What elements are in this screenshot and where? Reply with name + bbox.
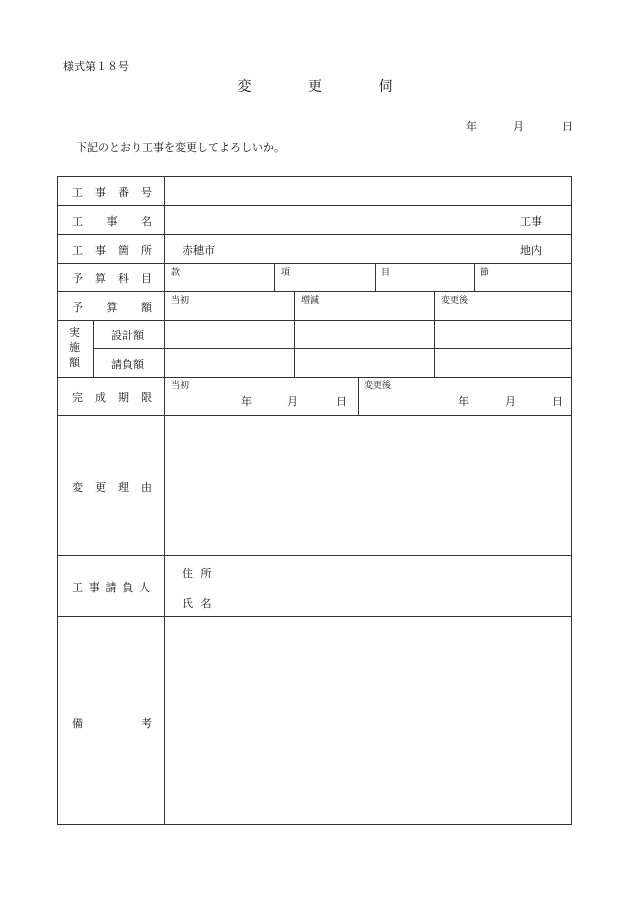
contractor-label: 工 事 請 負 人 <box>72 581 150 594</box>
construction-number-label: 工 事 番 号 <box>72 186 152 199</box>
date-month: 月 <box>513 120 524 133</box>
budget-kou: 項 <box>281 268 291 278</box>
budget-moku: 目 <box>381 268 391 278</box>
budget-item-label: 予 算 科 目 <box>72 272 152 285</box>
actual-label: 実施額 <box>69 326 80 369</box>
location-label: 工 事 箇 所 <box>72 244 152 257</box>
contractor-address-label: 住 所 <box>182 567 212 580</box>
deadline-initial: 当初 <box>171 381 190 391</box>
construction-name-label: 工 事 名 <box>72 215 152 228</box>
construction-name-suffix: 工事 <box>520 215 542 228</box>
deadline-initial-day: 日 <box>336 395 347 408</box>
deadline-initial-year: 年 <box>241 395 252 408</box>
date-year: 年 <box>466 120 477 133</box>
budget-setsu: 節 <box>480 268 490 278</box>
title-char: 更 <box>308 79 322 95</box>
form-number: 様式第１８号 <box>63 60 129 73</box>
form-table <box>57 176 572 825</box>
deadline-after: 変更後 <box>364 381 392 391</box>
page-title <box>0 76 630 96</box>
design-amount-label: 設計額 <box>111 329 144 342</box>
title-char: 伺 <box>378 79 393 95</box>
intro-text: 下記のとおり工事を変更してよろしいか。 <box>76 141 285 154</box>
date-day: 日 <box>562 120 573 133</box>
budget-after: 変更後 <box>441 296 469 306</box>
title-char: 変 <box>237 79 252 95</box>
deadline-after-year: 年 <box>458 395 469 408</box>
budget-change: 増減 <box>301 296 320 306</box>
deadline-after-day: 日 <box>552 395 563 408</box>
deadline-initial-month: 月 <box>287 395 298 408</box>
reason-label: 変 更 理 由 <box>72 481 152 494</box>
location-city: 赤穂市 <box>182 244 215 257</box>
budget-initial: 当初 <box>171 296 190 306</box>
budget-amount-label: 予 算 額 <box>72 301 152 314</box>
deadline-after-month: 月 <box>505 395 516 408</box>
location-suffix: 地内 <box>520 244 542 257</box>
budget-kan: 款 <box>171 268 181 278</box>
contract-amount-label: 請負額 <box>111 358 144 371</box>
contractor-name-label: 氏 名 <box>182 597 212 610</box>
deadline-label: 完 成 期 限 <box>72 391 152 404</box>
remarks-label: 備 考 <box>72 717 152 730</box>
